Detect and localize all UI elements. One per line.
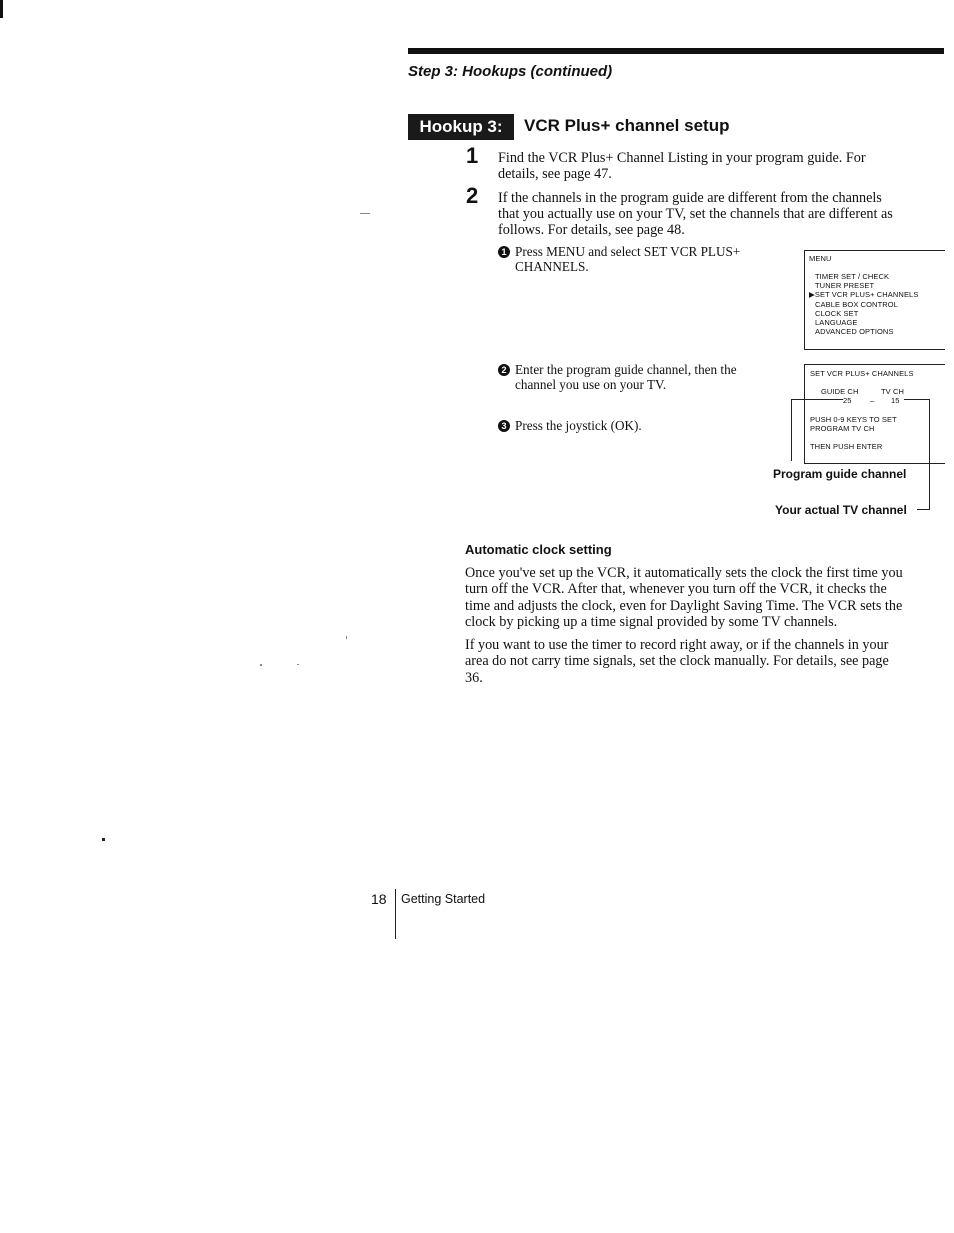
menu-item: CABLE BOX CONTROL <box>815 299 898 309</box>
instruction-line: PUSH 0-9 KEYS TO SET <box>810 415 897 424</box>
instruction-line: PROGRAM TV CH <box>810 424 875 433</box>
menu-item: CLOCK SET <box>815 308 859 318</box>
auto-clock-paragraph <box>465 565 945 630</box>
step-marker-icon: 1 <box>498 246 510 258</box>
step-text <box>498 150 866 182</box>
tv-ch-value: 15 <box>891 396 900 405</box>
text-line: turn off the VCR. After that, whenever you turn off the VCR, it checks the <box>465 581 887 598</box>
step-marker-icon: 3 <box>498 420 510 432</box>
auto-clock-paragraph <box>465 637 945 686</box>
scan-speck <box>297 664 299 665</box>
page-number: 18 <box>371 891 387 907</box>
callout-line <box>929 399 930 510</box>
text-line: CHANNELS. <box>515 259 589 274</box>
text-line: Enter the program guide channel, then the <box>515 362 737 377</box>
text-line: Press MENU and select SET VCR PLUS+ <box>515 244 741 259</box>
callout-tv: Your actual TV channel <box>775 503 907 517</box>
text-line: If the channels in the program guide are different from the channels <box>498 190 882 206</box>
callout-line <box>791 399 792 461</box>
header-rule <box>408 48 944 54</box>
scan-speck <box>346 636 347 639</box>
step-text <box>498 190 893 238</box>
text-line: Once you've set up the VCR, it automatically sets the clock the first time you <box>465 565 903 581</box>
step-number: 1 <box>466 143 479 168</box>
separator: – <box>870 396 875 405</box>
instruction-line: THEN PUSH ENTER <box>810 442 883 451</box>
substep <box>498 244 740 274</box>
text-line: clock by picking up a time signal provided by some TV channels. <box>465 613 838 630</box>
auto-clock-heading: Automatic clock setting <box>465 542 612 557</box>
hookup-title: VCR Plus+ channel setup <box>524 116 730 135</box>
section-header: Step 3: Hookups (continued) <box>408 63 613 80</box>
menu-item: ADVANCED OPTIONS <box>815 327 894 337</box>
text-line: Find the VCR Plus+ Channel Listing in your program guide. For <box>498 150 866 166</box>
text-line: that you actually use on your TV, set the channels that are different as <box>498 206 893 222</box>
channel-screen-title: SET VCR PLUS+ CHANNELS <box>810 369 914 378</box>
text-line: follows. For details, see page 48. <box>498 222 685 238</box>
menu-item: TUNER PRESET <box>815 281 875 291</box>
scan-speck <box>360 213 370 214</box>
menu-item: LANGUAGE <box>815 317 858 327</box>
callout-guide: Program guide channel <box>773 467 907 481</box>
footer-section: Getting Started <box>401 892 486 906</box>
substep <box>498 362 737 392</box>
substep <box>498 418 642 433</box>
scan-speck <box>102 838 105 841</box>
text-line: area do not carry time signals, set the clock manually. For details, see page <box>465 653 889 670</box>
text-line: Press the joystick (OK). <box>515 418 642 433</box>
callout-line <box>791 399 843 400</box>
menu-title: MENU <box>809 254 832 263</box>
footer-divider <box>395 889 396 939</box>
step-marker-icon: 2 <box>498 364 510 376</box>
guide-ch-label: GUIDE CH <box>821 387 859 396</box>
menu-item: TIMER SET / CHECK <box>815 272 890 281</box>
callout-line <box>904 399 930 400</box>
text-line: time and adjusts the clock, even for Daylight Saving Time. The VCR sets the <box>465 597 903 614</box>
guide-ch-value: 25 <box>843 396 852 405</box>
tv-ch-label: TV CH <box>881 387 904 396</box>
step-number: 2 <box>466 183 479 208</box>
menu-list <box>809 272 918 336</box>
scan-speck <box>260 664 262 666</box>
text-line: channel you use on your TV. <box>515 377 667 392</box>
text-line: 36. <box>465 669 483 686</box>
text-line: details, see page 47. <box>498 166 612 182</box>
menu-item-selected: ▶SET VCR PLUS+ CHANNELS <box>809 290 919 300</box>
hookup-badge: Hookup 3: <box>408 114 514 140</box>
edge-mark <box>0 0 3 18</box>
callout-line <box>917 509 930 510</box>
text-line: If you want to use the timer to record right away, or if the channels in your <box>465 637 889 653</box>
